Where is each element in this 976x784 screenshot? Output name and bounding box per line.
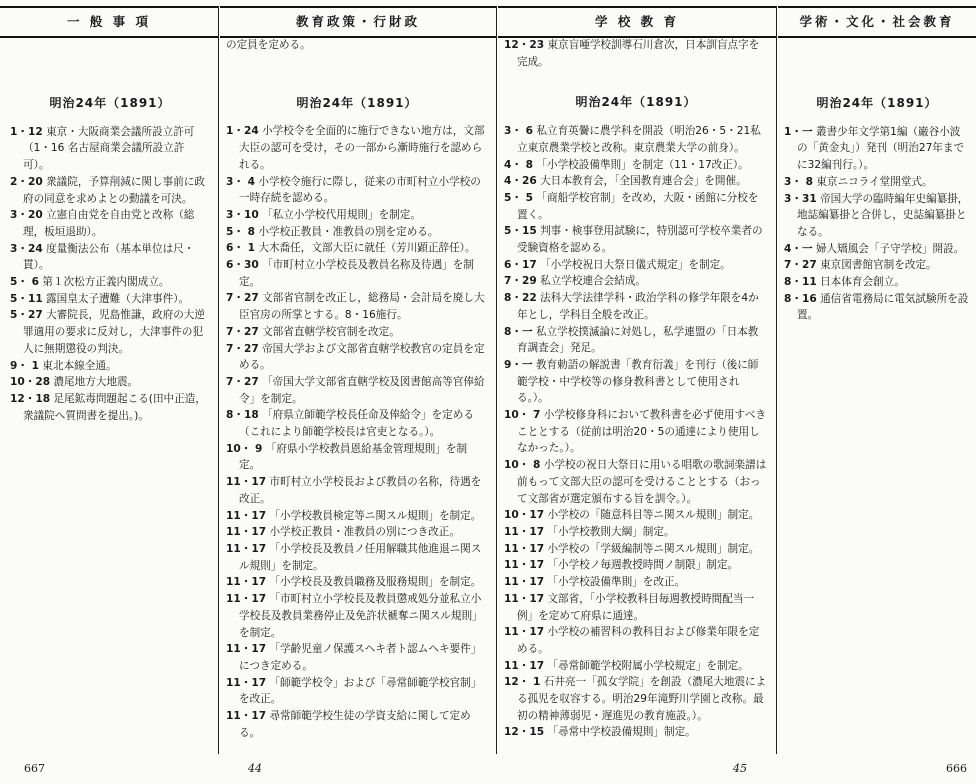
event-text: 大審院長，児島惟謙，政府の大逆罪適用の要求に反対し，大津事件の犯人に無期懲役の判決。 [23, 309, 205, 355]
event-entry [10, 174, 210, 207]
event-date: 12・18 [10, 392, 51, 405]
event-entry [10, 274, 210, 291]
policy-continuation: の定員を定める。 [226, 39, 311, 51]
event-entry [10, 358, 210, 375]
event-entry [504, 574, 768, 591]
event-entry [504, 273, 768, 290]
event-date: 7・27 [226, 375, 259, 388]
event-text: 「小学校設備準則」を制定（11・17改正）。 [536, 158, 749, 171]
event-text: 「小学校祝日大祭日儀式規定」を制定。 [540, 258, 731, 271]
column-divider [218, 6, 219, 754]
event-date: 1・24 [226, 125, 259, 138]
event-text: 石井亮一「孤女学院」を創設（濃尾大地震による孤児を収容する。明治29年滝野川学園と改称。最初の精神薄弱児・遅進児の教育施設。）。 [517, 676, 767, 722]
event-text: 東京図書館官制を改定。 [820, 259, 937, 272]
event-date: 11・17 [226, 593, 267, 606]
header-general-label: 一 般 事 項 [66, 14, 152, 29]
event-text: 叢書少年文学第1編（巌谷小波の「黄金丸」）発刊（明治27年までに32編刊行。）。 [797, 125, 965, 172]
event-text: 大日本教育会，「全国教育連合会」を開催。 [540, 175, 747, 188]
event-date: 1・一 [784, 125, 813, 138]
column-policy [226, 37, 488, 741]
event-date: 6・ 1 [226, 242, 256, 255]
event-entry [784, 174, 970, 191]
event-entry [226, 290, 488, 323]
event-text: 婦人矯風会「子守学校」開設。 [815, 242, 965, 255]
event-text: 小学校の祝日大祭日に用いる唱歌の歌詞楽譜は前もって文部大臣の認可を受けることとする（おって文部省が選定頒布する旨を訓令。）。 [517, 459, 767, 505]
event-date: 3・20 [10, 209, 43, 222]
column-culture [784, 37, 970, 324]
event-text: 大木喬任，文部大臣に就任（芳川顕正辞任）。 [258, 242, 476, 255]
event-date: 11・17 [226, 542, 267, 555]
event-entry [784, 124, 970, 174]
event-entry [504, 457, 768, 507]
event-date: 4・26 [504, 175, 537, 188]
event-date: 11・17 [504, 659, 545, 672]
event-date: 3・ 6 [504, 125, 534, 138]
event-date: 3・31 [784, 192, 817, 205]
event-text: 文部省官制を改正し，総務局・会計局を廃し大臣官房の所掌とする。8・16施行。 [239, 292, 485, 322]
event-entry [784, 291, 970, 324]
event-date: 8・11 [784, 276, 817, 289]
event-text: 帝国大学の臨時編年史編纂掛，地誌編纂掛と合併し，史誌編纂掛となる。 [797, 192, 969, 238]
event-date: 11・17 [226, 509, 267, 522]
event-text: 文部省直轄学校官制を改定。 [262, 325, 400, 338]
event-entry [504, 658, 768, 675]
event-date: 7・27 [226, 292, 259, 305]
event-entry [504, 557, 768, 574]
column-divider [496, 6, 497, 754]
event-text: 日本体育会創立。 [820, 276, 905, 289]
event-date: 11・17 [226, 476, 267, 489]
event-date: 5・ 6 [10, 276, 40, 289]
event-text: 教育勅語の解説書「教育衍義」を刊行（後に師範学校・中学校等の修身教科書として使用される。）。 [517, 358, 759, 405]
event-text: 尋常師範学校生徒の学資支給に関して定める。 [239, 710, 471, 739]
header-school-label: 学 校 教 育 [594, 14, 680, 29]
event-date: 5・ 5 [504, 191, 534, 204]
event-text: 「尋常中学校設備規則」制定。 [547, 726, 696, 739]
event-date: 6・30 [226, 259, 259, 272]
event-text: 「小学校ノ毎週教授時間ノ制限」制定。 [547, 559, 739, 572]
event-text: 小学校修身科において教科書を必ず使用すべきこととする（従前は明治20・5の通達により使用しなかった。）。 [517, 409, 767, 455]
event-date: 5・ 8 [226, 225, 256, 238]
event-date: 2・20 [10, 175, 43, 188]
event-date: 10・ 7 [504, 409, 541, 422]
event-entry [504, 357, 768, 407]
event-text: 「私立小学校代用規則」を制定。 [262, 208, 421, 221]
event-entry [226, 374, 488, 407]
event-entry [226, 123, 488, 173]
event-entry [226, 541, 488, 574]
event-date: 11・17 [504, 559, 545, 572]
event-entry [504, 507, 768, 524]
event-text: 小学校の「随意科目等ニ関スル規則」制定。 [547, 509, 760, 522]
event-entry [504, 524, 768, 541]
event-date: 3・ 8 [784, 175, 814, 188]
event-text: 小学校の補習科の教科目および修業年限を定める。 [517, 626, 760, 655]
event-text: 私立育英黌に農学科を開設（明治26・5・21私立東京農業学校と改称。東京農業大学の前身）。 [517, 125, 761, 154]
page-number: 666 [946, 762, 967, 775]
event-entry [226, 675, 488, 708]
event-text: 露国皇太子遭難（大津事件）。 [46, 292, 190, 305]
event-date: 11・17 [226, 643, 267, 656]
event-text: 私立学校撲滅論に対処し，私学連盟の「日本教育調査会」発足。 [517, 325, 759, 355]
event-date: 5・15 [504, 225, 537, 238]
event-text: 私立学校連合会結成。 [540, 275, 647, 288]
event-text: 「小学校長及教員職務及服務規則」を制定。 [269, 576, 482, 589]
school-continuation [504, 37, 768, 70]
event-date: 12・15 [504, 726, 545, 739]
event-entry [226, 474, 488, 507]
event-entry [504, 157, 768, 174]
event-entry [10, 124, 210, 174]
event-entry [504, 541, 768, 558]
event-date: 11・17 [226, 526, 267, 539]
event-entry [226, 591, 488, 641]
event-entry [10, 291, 210, 308]
event-date: 3・24 [10, 242, 43, 255]
event-entry [226, 174, 488, 207]
event-entry [226, 574, 488, 591]
event-text: 度量衡法公布（基本単位は尺・貫）。 [23, 242, 195, 272]
event-date: 11・17 [226, 710, 267, 723]
event-text: 通信省電務局に電気試験所を設置。 [797, 292, 969, 322]
general-events [10, 124, 210, 425]
event-date: 6・17 [504, 258, 537, 271]
event-date: 11・17 [504, 592, 545, 605]
event-date: 11・17 [504, 525, 545, 538]
event-text: 「師範学校令」および「尋常師範学校官制」を改正。 [239, 676, 482, 706]
event-entry [504, 190, 768, 223]
event-entry [10, 391, 210, 424]
event-date: 8・16 [784, 292, 817, 305]
event-text: 「府県立師範学校長任命及俸給令」を定める（これにより師範学校長は官吏となる。）。 [239, 409, 474, 439]
event-text: 法科大学法律学科・政治学科の修学年限を4か年とし，学科目全般を改正。 [517, 292, 759, 321]
page-number: 667 [24, 762, 45, 775]
event-date: 4・一 [784, 242, 813, 255]
event-entry [226, 324, 488, 341]
header-policy-label: 教育政策・行財政 [295, 14, 420, 29]
school-events [504, 123, 768, 741]
event-date: 1・12 [10, 125, 43, 138]
event-entry [10, 374, 210, 391]
event-text: 「小学校教員検定等ニ関スル規則」を制定。 [269, 509, 482, 522]
event-entry [226, 708, 488, 741]
header-policy [220, 6, 496, 38]
event-date: 12・23 [504, 39, 545, 51]
event-text: 判事・検事登用試験に，特別認可学校卒業者の受験資格を認める。 [517, 225, 763, 255]
event-text: 小学校正教員・准教員の別を定める。 [258, 225, 439, 238]
event-date: 11・17 [226, 676, 267, 689]
event-date: 7・27 [784, 259, 817, 272]
header-school [498, 6, 776, 38]
event-text: 小学校令施行に際し，従来の市町村立小学校の一時存続を認める。 [239, 175, 481, 205]
event-text: 小学校の「学級編制等ニ関スル規則」制定。 [547, 542, 760, 555]
event-date: 11・17 [504, 576, 545, 589]
event-text: 文部省，「小学校教科目毎週教授時間配当一例」を定めて府県に通達。 [517, 592, 755, 622]
event-entry [504, 173, 768, 190]
column-school [504, 37, 768, 741]
event-text: 帝国大学および文部省直轄学校教官の定員を定める。 [239, 342, 485, 372]
header-general [0, 6, 218, 38]
event-entry [226, 224, 488, 241]
event-date: 8・18 [226, 409, 259, 422]
event-entry [784, 274, 970, 291]
event-date: 9・一 [504, 358, 533, 371]
event-entry [226, 341, 488, 374]
era-heading: 明治24年（1891） [816, 96, 938, 110]
event-entry [504, 624, 768, 657]
event-text: 「帝国大学文部省直轄学校及図書館高等官俸給令」を制定。 [239, 375, 485, 405]
event-entry [226, 207, 488, 224]
event-date: 7・27 [226, 342, 259, 355]
event-text: 小学校令を全面的に施行できない地方は，文部大臣の認可を受け，その一部から漸時施行を認められる。 [239, 125, 485, 171]
page-number: 45 [733, 762, 747, 775]
event-text: 「小学校長及教員ノ任用解職其他進退ニ関スル規則」を制定。 [239, 542, 482, 572]
culture-events [784, 124, 970, 324]
event-text: 東北本線全通。 [42, 359, 117, 372]
event-entry [784, 241, 970, 258]
column-general [10, 37, 210, 424]
event-date: 3・ 4 [226, 175, 256, 188]
event-date: 5・27 [10, 309, 43, 322]
event-entry [10, 241, 210, 274]
event-date: 10・17 [504, 509, 545, 522]
policy-events [226, 123, 488, 741]
event-text: 「市町村立小学校長及教員名称及待遇」を制定。 [239, 259, 474, 288]
event-date: 7・27 [226, 325, 259, 338]
event-text: 「小学校設備準則」を改正。 [547, 576, 686, 589]
event-text: 衆議院，予算削減に関し事前に政府の同意を求めよとの動議を可決。 [23, 175, 205, 205]
column-divider [776, 6, 777, 754]
event-entry [226, 240, 488, 257]
event-entry [226, 407, 488, 440]
event-entry [226, 524, 488, 541]
event-date: 7・29 [504, 275, 537, 288]
event-date: 11・17 [504, 542, 545, 555]
page-number: 44 [248, 762, 262, 775]
event-entry [504, 123, 768, 156]
event-text: 市町村立小学校長および教員の名称，待遇を改正。 [239, 476, 482, 505]
event-text: 東京盲唖学校訓導石川倉次，日本訓盲点字を完成。 [517, 39, 760, 68]
header-culture [778, 6, 976, 38]
event-text: 「尋常師範学校附属小学校規定」を制定。 [547, 659, 749, 672]
event-date: 8・22 [504, 292, 537, 305]
event-text: 濃尾地方大地震。 [53, 376, 139, 389]
event-entry [504, 37, 768, 70]
event-text: 「市町村立小学校長及教員懲戒処分並私立小学校長及教員業務停止及免許状褫奪ニ関スル規則」を制定。 [239, 593, 483, 639]
event-text: 第１次松方正義内閣成立。 [42, 276, 170, 289]
event-date: 4・ 8 [504, 158, 534, 171]
event-entry [226, 508, 488, 525]
event-date: 10・ 8 [504, 459, 541, 472]
event-date: 10・28 [10, 376, 51, 389]
event-text: 東京ニコライ堂開堂式。 [816, 175, 933, 188]
era-heading: 明治24年（1891） [49, 96, 171, 110]
event-entry [784, 257, 970, 274]
event-entry [226, 641, 488, 674]
event-text: 「府県小学校教員恩給基金管理規則」を制定。 [239, 442, 468, 472]
event-date: 9・ 1 [10, 359, 40, 372]
event-text: 立憲自由党を自由党と改称（総理，板垣退助）。 [23, 209, 195, 238]
era-heading: 明治24年（1891） [575, 95, 697, 110]
event-entry [504, 591, 768, 624]
event-text: 「学齢児童ノ保護スヘキ者ト認ムヘキ要件」につき定める。 [239, 643, 482, 672]
event-date: 5・11 [10, 292, 43, 305]
header-culture-label: 学術・文化・社会教育 [799, 14, 955, 29]
era-heading: 明治24年（1891） [296, 95, 418, 110]
event-entry [10, 307, 210, 357]
event-entry [226, 441, 488, 474]
event-entry [504, 290, 768, 323]
event-date: 11・17 [504, 626, 545, 639]
event-entry [226, 257, 488, 290]
event-entry [504, 724, 768, 741]
event-date: 3・10 [226, 208, 259, 221]
event-entry [504, 407, 768, 457]
event-entry [504, 257, 768, 274]
event-date: 12・ 1 [504, 676, 541, 689]
event-entry [504, 223, 768, 256]
event-entry [10, 207, 210, 240]
event-date: 10・ 9 [226, 442, 263, 455]
event-text: 足尾鉱毒問題起こる(田中正造，衆議院へ質問書を提出。)。 [23, 392, 206, 422]
event-entry [504, 674, 768, 724]
event-date: 11・17 [226, 576, 267, 589]
event-text: 小学校正教員・准教員の別につき改正。 [269, 526, 460, 539]
event-date: 8・一 [504, 325, 533, 338]
event-text: 「小学校教則大綱」制定。 [547, 525, 675, 538]
event-entry [784, 191, 970, 241]
event-text: 「商船学校官制」を改め，大阪・函館に分校を置く。 [517, 191, 759, 221]
event-text: 東京・大阪商業会議所設立許可（1・16 名古屋商業会議所設立許可）。 [23, 125, 195, 172]
event-entry [504, 324, 768, 357]
